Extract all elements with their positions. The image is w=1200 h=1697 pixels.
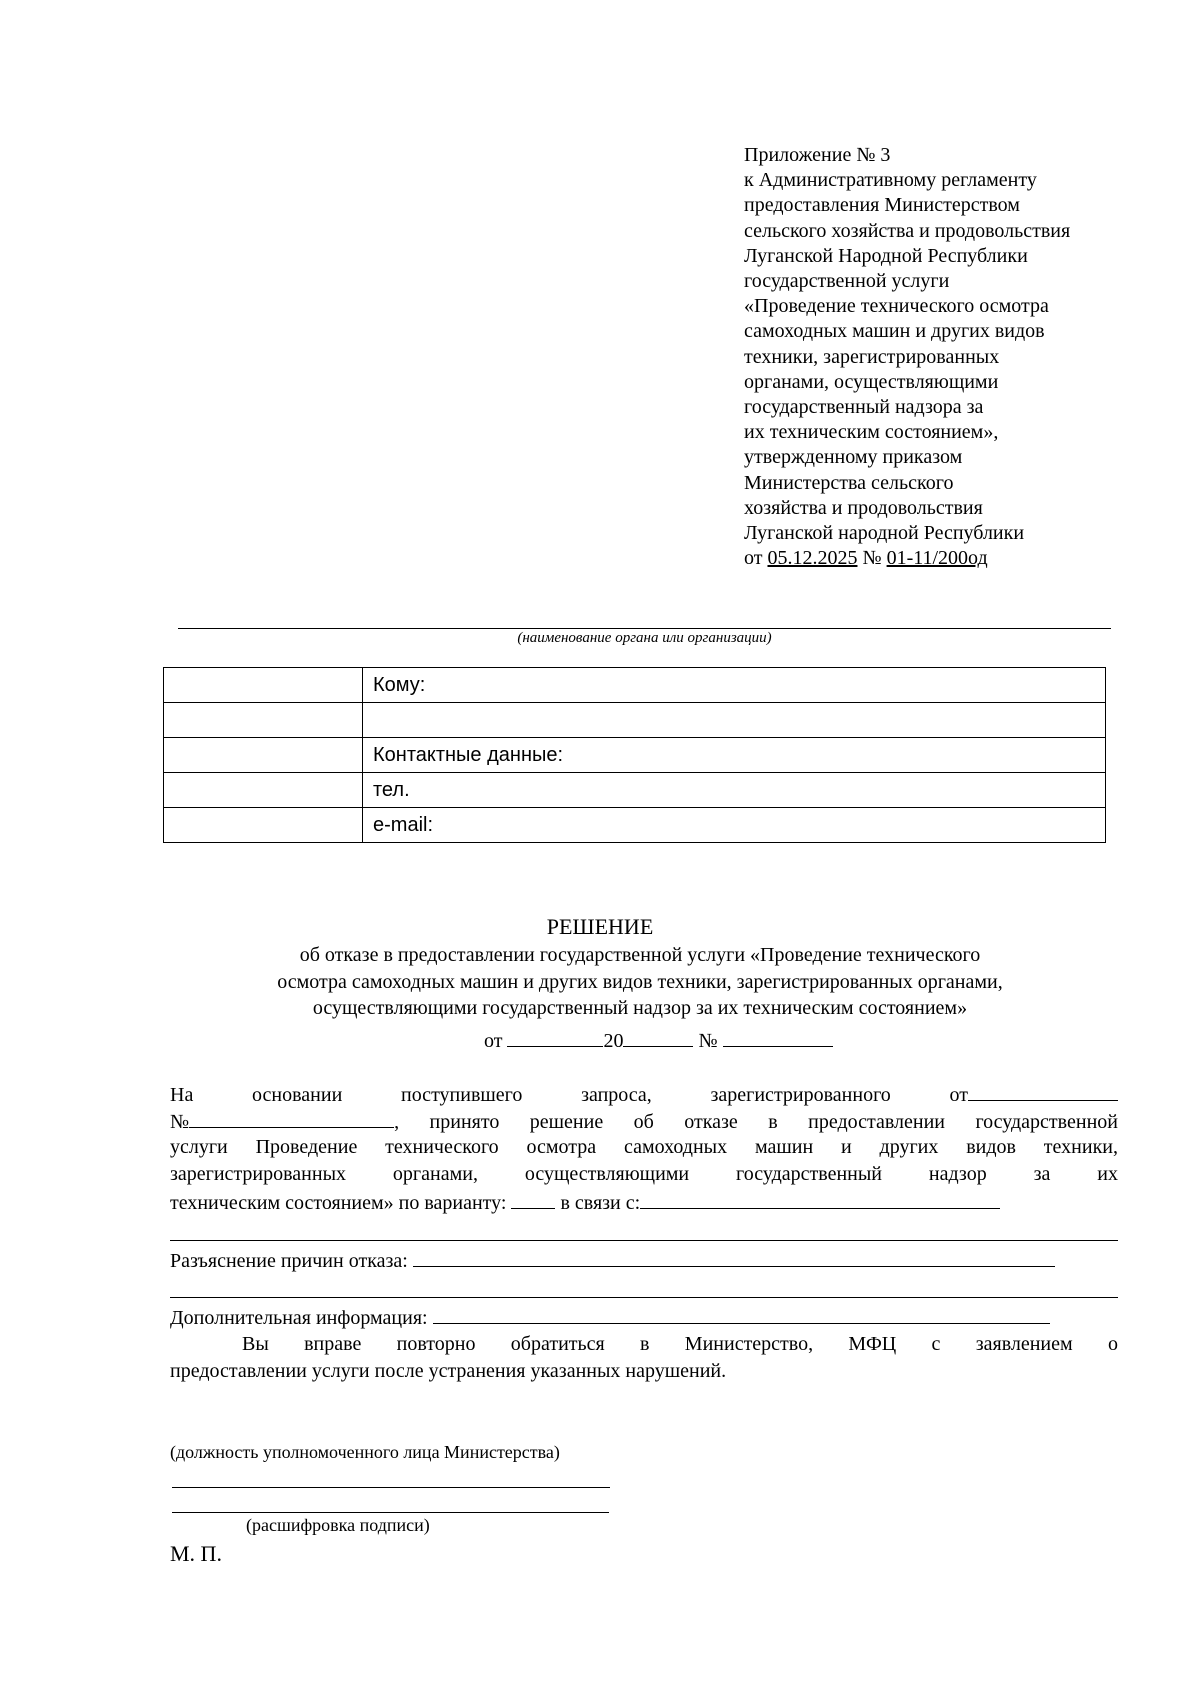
phone-label: тел. bbox=[363, 773, 1106, 808]
request-date-blank bbox=[968, 1080, 1118, 1101]
reason-line-continued bbox=[170, 1240, 1118, 1241]
decision-number-prefix: № bbox=[698, 1030, 718, 1052]
appendix-line: государственный надзора за bbox=[744, 396, 984, 419]
variant-blank bbox=[511, 1188, 555, 1209]
body-word: На bbox=[170, 1084, 194, 1106]
position-line bbox=[172, 1487, 610, 1488]
table-row bbox=[164, 703, 1106, 738]
appendix-number: 01-11/200од bbox=[886, 547, 988, 570]
appendix-line: Приложение № 3 bbox=[744, 144, 891, 166]
body-line-1 bbox=[170, 1080, 1118, 1110]
to-label: Кому: bbox=[363, 668, 1106, 703]
appendix-line: самоходных машин и других видов bbox=[744, 320, 1045, 343]
appendix-line: сельского хозяйства и продовольствия bbox=[744, 219, 1071, 242]
table-cell-left bbox=[164, 668, 363, 703]
table-row bbox=[164, 738, 1106, 773]
appendix-date: 05.12.2025 bbox=[767, 547, 858, 570]
decision-number-blank bbox=[723, 1026, 833, 1047]
decision-subtitle-line: осуществляющими государственный надзор за их техническим состоянием» bbox=[312, 997, 968, 1019]
table-cell-left bbox=[164, 738, 363, 773]
decision-title: РЕШЕНИЕ bbox=[546, 914, 654, 939]
position-caption: (должность уполномоченного лица Министерства) bbox=[170, 1442, 560, 1462]
body-line-2-text: , принято решение об отказе в предоставлении государственной bbox=[394, 1111, 1118, 1133]
signature-decode-caption: (расшифровка подписи) bbox=[246, 1515, 430, 1535]
appendix-date-prefix: от bbox=[744, 547, 763, 570]
table-row bbox=[164, 668, 1106, 703]
appendix-block bbox=[744, 143, 1164, 571]
request-number-blank bbox=[189, 1107, 394, 1128]
reason-prefix: в связи с: bbox=[560, 1192, 641, 1214]
body-line-4: зарегистрированных органами, осуществляющими государственный надзор за их bbox=[170, 1163, 1118, 1185]
body-word: зарегистрированного bbox=[710, 1084, 891, 1106]
body-word: основании bbox=[252, 1084, 343, 1106]
signature-decode-line bbox=[172, 1512, 609, 1513]
decision-subtitle-line: осмотра самоходных машин и других видов техники, зарегистрированных органами, bbox=[277, 970, 1003, 993]
reasons-label: Разъяснение причин отказа: bbox=[170, 1250, 408, 1272]
additional-label: Дополнительная информация: bbox=[170, 1307, 428, 1329]
appendix-line: техники, зарегистрированных bbox=[744, 345, 1000, 368]
appendix-line: их техническим состоянием», bbox=[744, 421, 999, 444]
decision-year-prefix: 20 bbox=[603, 1030, 624, 1052]
appendix-line: Луганской народной Республики bbox=[744, 522, 1025, 545]
table-cell-left bbox=[164, 773, 363, 808]
reasons-blank bbox=[413, 1246, 1055, 1267]
appendix-line: хозяйства и продовольствия bbox=[744, 496, 983, 519]
appendix-line: государственной услуги bbox=[744, 270, 950, 293]
request-number-prefix: № bbox=[170, 1111, 190, 1133]
body-word: запроса, bbox=[581, 1084, 652, 1106]
appendix-line: органами, осуществляющими bbox=[744, 370, 999, 393]
to-value-cell bbox=[363, 703, 1106, 738]
table-row bbox=[164, 808, 1106, 843]
decision-date-prefix: от bbox=[484, 1030, 503, 1052]
appendix-line: предоставления Министерством bbox=[744, 194, 1020, 217]
table-cell-left bbox=[164, 703, 363, 738]
table-cell-left bbox=[164, 808, 363, 843]
appendix-order-line bbox=[744, 546, 1164, 571]
contact-label: Контактные данные: bbox=[363, 738, 1106, 773]
request-date-group bbox=[950, 1080, 1118, 1110]
decision-year-blank bbox=[623, 1026, 693, 1047]
appendix-line: «Проведение технического осмотра bbox=[744, 295, 1049, 318]
reasons-line-continued bbox=[170, 1297, 1118, 1298]
appeal-line-2: предоставлении услуги после устранения указанных нарушений. bbox=[170, 1360, 727, 1382]
additional-info-line bbox=[170, 1303, 1050, 1333]
variant-label: техническим состоянием» по варианту: bbox=[170, 1192, 507, 1214]
decision-date-blank bbox=[507, 1026, 603, 1047]
body-word: поступившего bbox=[400, 1084, 523, 1106]
body-line-2 bbox=[170, 1107, 1118, 1137]
org-name-line bbox=[178, 628, 1111, 629]
body-line-3: услуги Проведение технического осмотра самоходных машин и других видов техники, bbox=[170, 1136, 1118, 1158]
decision-date-line bbox=[484, 1026, 833, 1056]
seal-label: М. П. bbox=[170, 1541, 222, 1566]
appendix-line: утвержденному приказом bbox=[744, 446, 963, 469]
appendix-number-prefix: № bbox=[862, 547, 882, 570]
additional-blank bbox=[433, 1303, 1050, 1324]
body-word: от bbox=[949, 1084, 968, 1106]
appendix-line: к Административному регламенту bbox=[744, 169, 1037, 192]
reasons-explanation-line bbox=[170, 1246, 1055, 1276]
appendix-line: Министерства сельского bbox=[744, 471, 954, 494]
org-name-caption: (наименование органа или организации) bbox=[517, 630, 772, 646]
decision-subtitle bbox=[160, 942, 1120, 1022]
appeal-line-1: Вы вправе повторно обратиться в Министерство, МФЦ с заявлением о bbox=[242, 1333, 1118, 1355]
body-line-5 bbox=[170, 1188, 1000, 1218]
table-row bbox=[164, 773, 1106, 808]
appendix-line: Луганской Народной Республики bbox=[744, 244, 1028, 267]
email-label: e-mail: bbox=[363, 808, 1106, 843]
reason-blank bbox=[640, 1188, 1000, 1209]
decision-subtitle-line: об отказе в предоставлении государственной услуги «Проведение технического bbox=[299, 944, 981, 966]
recipient-table bbox=[163, 667, 1106, 843]
